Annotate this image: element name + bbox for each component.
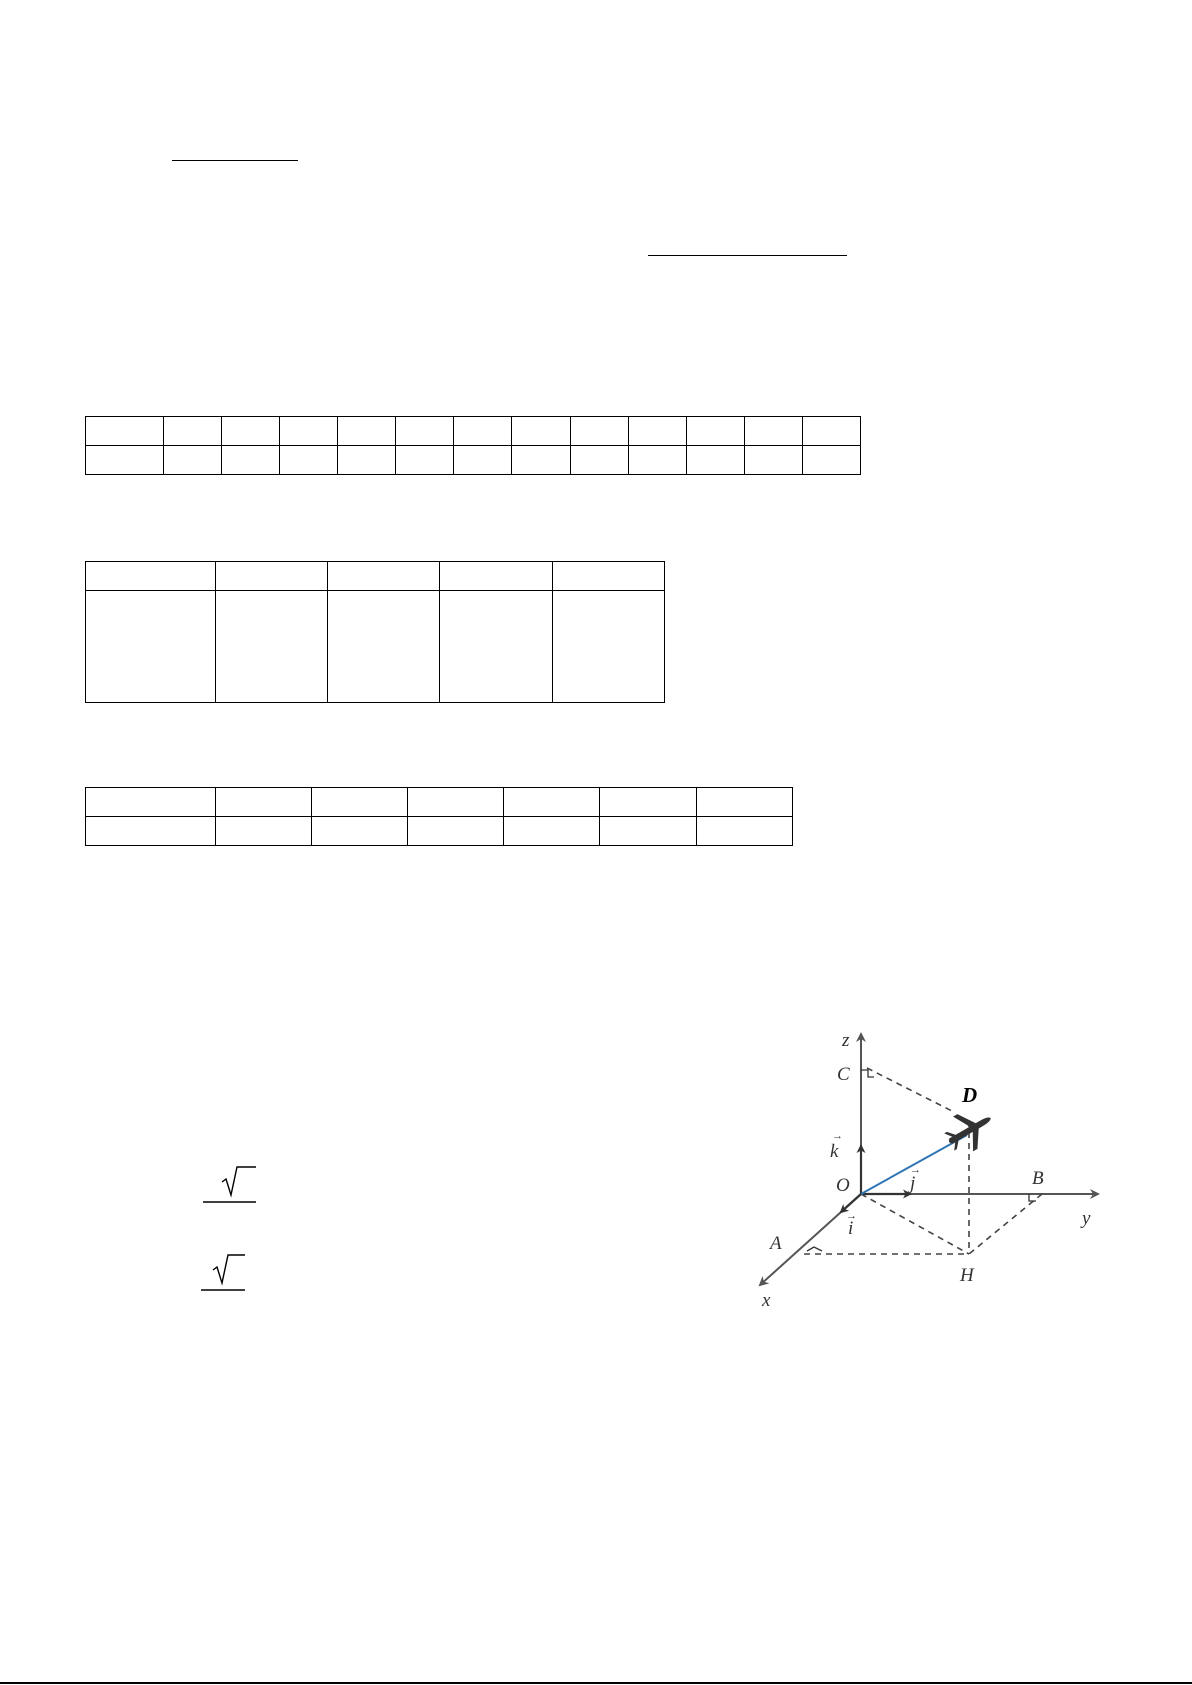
table-cell: [697, 817, 793, 846]
table-cell: [570, 446, 628, 475]
table-cell: [686, 417, 744, 446]
table-cell: [600, 817, 697, 846]
table-cell: [312, 817, 408, 846]
table-cell: [686, 446, 744, 475]
answer-blank-line-1: [172, 160, 298, 161]
table-cell: [440, 562, 553, 591]
label-i: i: [848, 1218, 854, 1239]
table-cell: [396, 446, 454, 475]
table-cell: [86, 562, 216, 591]
sqrt-symbol: [213, 1255, 245, 1283]
table-cell: [504, 817, 600, 846]
table-cell: [802, 446, 860, 475]
label-b: B: [1032, 1168, 1044, 1189]
label-x: x: [762, 1290, 771, 1311]
table-cell: [328, 562, 440, 591]
table-cell: [512, 417, 570, 446]
table-cell: [86, 817, 216, 846]
sqrt-fraction-1: [200, 1165, 260, 1205]
table-cell: [216, 788, 312, 817]
table-cell: [553, 591, 665, 703]
table-cell: [222, 417, 280, 446]
table-row: [86, 562, 665, 591]
label-d: D: [962, 1083, 978, 1107]
label-c: C: [837, 1064, 850, 1085]
table-cell: [338, 446, 396, 475]
table-cell: [600, 788, 697, 817]
right-angle-mark-b: [1029, 1194, 1036, 1201]
table-cell: [744, 446, 802, 475]
arrow-over-j: →: [910, 1164, 921, 1176]
label-a: A: [770, 1233, 782, 1254]
table-cell: [504, 788, 600, 817]
table-row: [86, 417, 861, 446]
table-cell: [408, 817, 504, 846]
table-3: [85, 787, 793, 846]
table-2: [85, 561, 665, 703]
table-cell: [628, 417, 686, 446]
label-h: H: [960, 1265, 974, 1286]
table-cell: [312, 788, 408, 817]
table-cell: [396, 417, 454, 446]
label-k: k: [830, 1141, 839, 1162]
table-cell: [280, 417, 338, 446]
table-cell: [338, 417, 396, 446]
table-cell: [216, 591, 328, 703]
table-row: [86, 446, 861, 475]
table-cell: [512, 446, 570, 475]
table-cell: [222, 446, 280, 475]
dashed-construction-lines: [804, 1068, 1042, 1254]
footer-line: [0, 1682, 1192, 1684]
table-cell: [86, 788, 216, 817]
arrow-over-i: →: [846, 1210, 857, 1222]
table-cell: [216, 562, 328, 591]
table-cell: [164, 417, 222, 446]
table-cell: [553, 562, 665, 591]
table-cell: [570, 417, 628, 446]
table-cell: [697, 788, 793, 817]
table-cell: [86, 591, 216, 703]
table-cell: [628, 446, 686, 475]
table-cell: [164, 446, 222, 475]
label-j: j: [910, 1173, 916, 1194]
table-cell: [86, 446, 164, 475]
arrow-over-k: →: [832, 1130, 843, 1142]
table-cell: [328, 591, 440, 703]
label-o: O: [836, 1175, 850, 1196]
sqrt-fraction-2: [199, 1253, 249, 1293]
table-cell: [802, 417, 860, 446]
table-row: [86, 591, 665, 703]
table-1: [85, 416, 861, 475]
label-y: y: [1082, 1208, 1091, 1229]
table-cell: [454, 446, 512, 475]
table-row: [86, 817, 793, 846]
answer-blank-line-2: [648, 255, 847, 256]
table-cell: [86, 417, 164, 446]
coordinate-system-figure: [740, 1025, 1120, 1315]
table-cell: [280, 446, 338, 475]
sqrt-symbol: [222, 1167, 256, 1195]
table-cell: [440, 591, 553, 703]
right-angle-mark-a: [807, 1247, 822, 1251]
table-cell: [744, 417, 802, 446]
label-z: z: [842, 1030, 850, 1051]
table-cell: [408, 788, 504, 817]
table-cell: [454, 417, 512, 446]
table-cell: [216, 817, 312, 846]
table-row: [86, 788, 793, 817]
